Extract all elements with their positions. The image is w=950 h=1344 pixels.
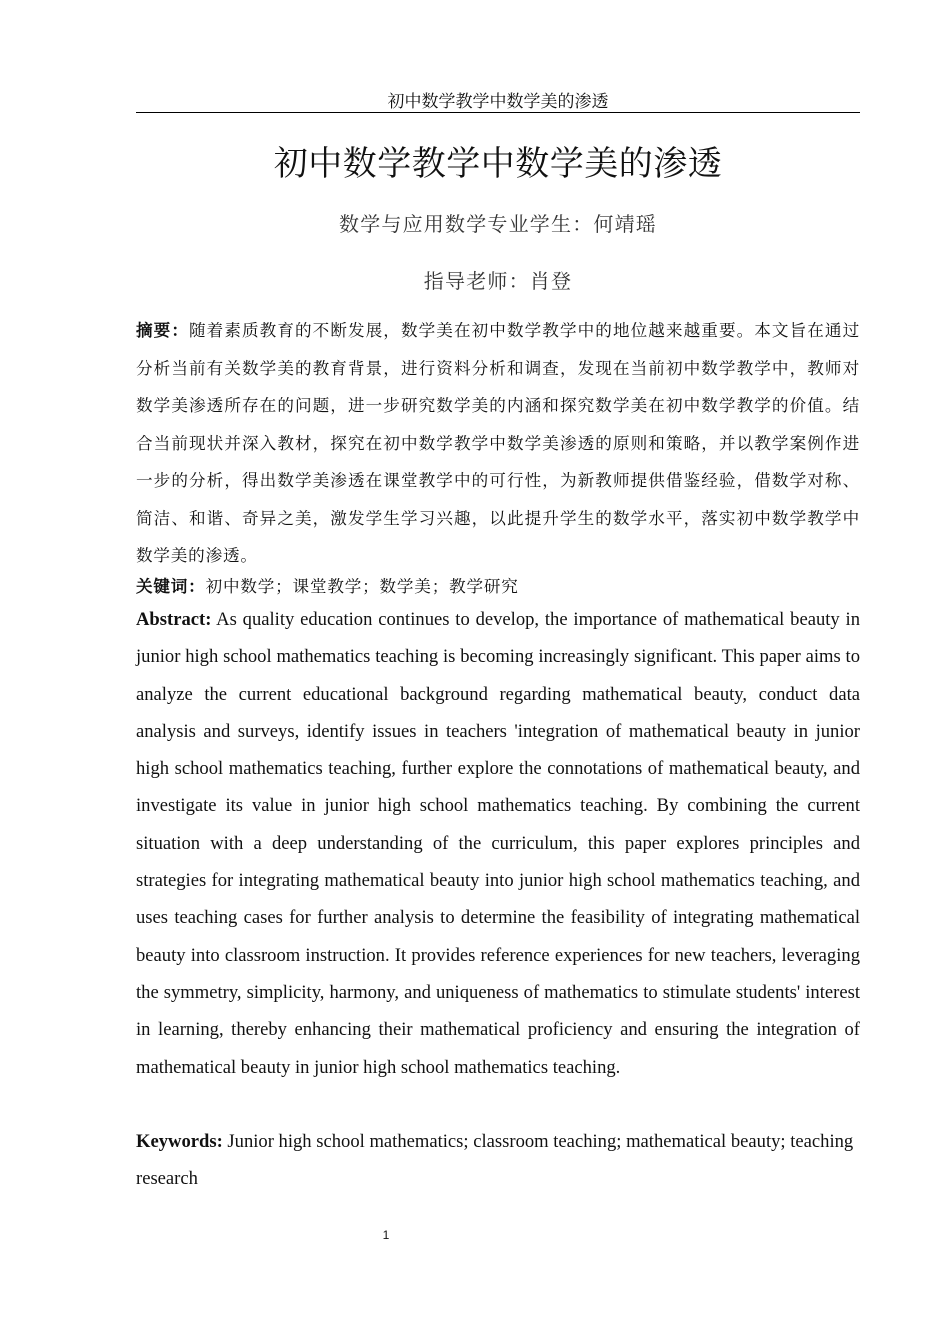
english-abstract-label: Abstract: <box>136 609 212 630</box>
chinese-keywords <box>136 568 860 606</box>
chinese-keywords-label: 关键词： <box>136 576 206 596</box>
header-rule <box>136 112 860 113</box>
chinese-abstract-label: 摘要： <box>136 320 189 340</box>
paper-title: 初中数学教学中数学美的渗透 <box>273 144 723 184</box>
chinese-abstract <box>136 312 860 575</box>
chinese-abstract-text: 随着素质教育的不断发展，数学美在初中数学教学中的地位越来越重要。本文旨在通过分析当前有关数学美的教育背景，进行资料分析和调查，发现在当前初中数学教学中，教师对数学美渗透所存在的问题，进一步研究数学美的内涵和探究数学美在初中数学教学的价值。结合当前现状并深入教材，探究在初中数学教学中数学美渗透的原则和策略，并以教学案例作进一步的分析，得出数学美渗透在课堂教学中的可行性，为新教师提供借鉴经验，借数学对称、简洁、和谐、奇异之美，激发学生学习兴趣，以此提升学生的数学水平，落实初中数学教学中数学美的渗透。 <box>136 321 860 565</box>
author-line: 数学与应用数学专业学生：何靖瑶 <box>339 212 657 236</box>
english-keywords <box>136 1123 860 1198</box>
running-header: 初中数学教学中数学美的渗透 <box>387 92 609 112</box>
english-abstract-text: As quality education continues to develop, the importance of mathematical beauty in junior high school mathematics teaching is becoming increasingly significant. This paper aims to analyze the current educational background regarding mathematical beauty, conduct data analysis and surveys, identify issues in teachers 'integration of mathematical beauty in junior high school mathematics teaching, further explore the connotations of mathematical beauty, and investigate its value in junior high school mathematics teaching. By combining the current situation with a deep understanding of the curriculum, this paper explores principles and strategies for integrating mathematical beauty into junior high school mathematics teaching, and uses teaching cases for further analysis to determine the feasibility of integrating mathematical beauty into classroom instruction. It provides reference experiences for new teachers, leveraging the symmetry, simplicity, harmony, and uniqueness of mathematics to stimulate students' interest in learning, thereby enhancing their mathematical proficiency and ensuring the integration of mathematical beauty in junior high school mathematics teaching. <box>136 609 860 1078</box>
advisor-line: 指导老师：肖登 <box>423 269 573 293</box>
page-number: 1 <box>382 1228 390 1242</box>
english-abstract <box>136 601 860 1086</box>
chinese-keywords-text: 初中数学；课堂教学；数学美；教学研究 <box>205 577 519 596</box>
english-keywords-text: Junior high school mathematics; classroom teaching; mathematical beauty; teaching research <box>136 1131 854 1190</box>
english-keywords-label: Keywords: <box>136 1131 223 1152</box>
